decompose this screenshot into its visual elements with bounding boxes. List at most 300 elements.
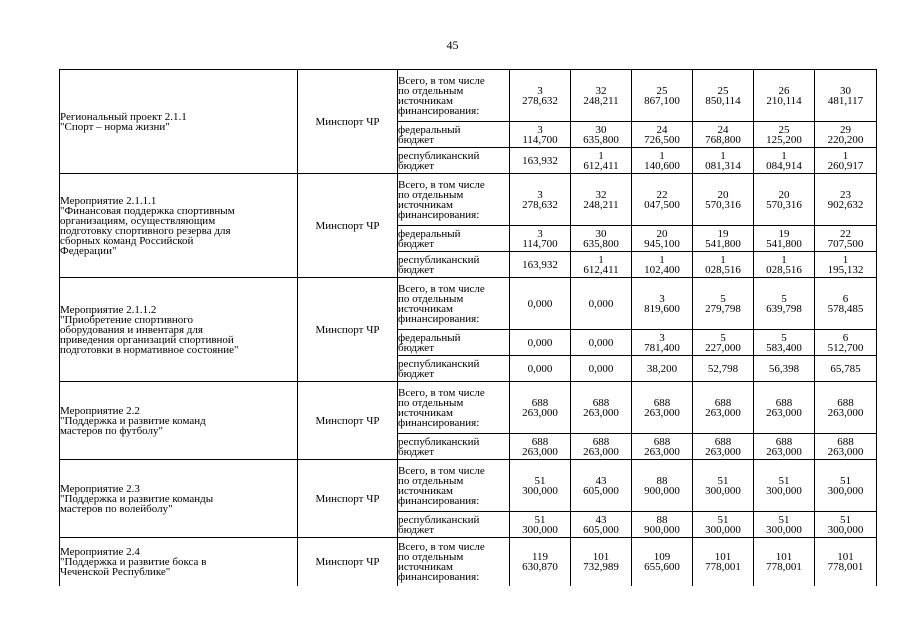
amount-cell-year-3 <box>632 434 693 460</box>
amount-cell-year-3 <box>632 252 693 278</box>
amount-part: 3 <box>537 123 543 136</box>
amount-cell-year-6 <box>815 538 877 586</box>
amount-part: 688 <box>837 396 854 409</box>
amount-cell-year-1 <box>510 512 571 538</box>
amount-part: 5 <box>720 292 726 305</box>
amount-cell-year-5 <box>754 226 815 252</box>
table-row <box>60 460 877 512</box>
amount-part: 0,000 <box>588 297 614 310</box>
page-number: 45 <box>446 38 459 52</box>
amount-cell-year-1 <box>510 434 571 460</box>
funding-source-line: по отдельным <box>398 474 464 487</box>
amount-cell-year-4 <box>693 174 754 226</box>
amount-part: 688 <box>592 435 610 448</box>
amount-part: 51 <box>534 474 546 487</box>
amount-cell-year-4 <box>693 278 754 330</box>
amount-part: 688 <box>531 435 549 448</box>
amount-part: 51 <box>840 474 851 487</box>
funding-source-line: финансирования: <box>398 494 480 507</box>
amount-cell-year-1 <box>510 278 571 330</box>
amount-part: 20 <box>778 188 790 201</box>
amount-part: 263,000 <box>583 445 619 458</box>
amount-cell-year-6 <box>815 70 877 122</box>
funding-source-line: бюджет <box>398 445 434 458</box>
amount-part: 688 <box>531 396 549 409</box>
amount-part: 263,000 <box>644 406 680 419</box>
project-name-line: Мероприятие 2.1.1.1 <box>60 194 157 207</box>
table-row <box>60 278 877 330</box>
amount-cell-year-3 <box>632 538 693 586</box>
funding-source-line: Всего, в том числе <box>398 540 485 553</box>
amount-cell-year-4 <box>693 122 754 148</box>
project-name-line: Региональный проект 2.1.1 <box>60 110 187 123</box>
amount-part: 778,001 <box>827 560 864 573</box>
amount-part: 29 <box>840 123 851 136</box>
amount-cell-year-3 <box>632 122 693 148</box>
amount-cell-year-3 <box>632 226 693 252</box>
table-body <box>60 70 877 586</box>
amount-part: 300,000 <box>522 484 558 497</box>
amount-part: 3 <box>659 292 665 305</box>
funding-source-line: финансирования: <box>398 570 480 583</box>
funding-source <box>398 174 510 226</box>
amount-cell-year-3 <box>632 278 693 330</box>
funding-source-line: республиканский <box>398 435 480 448</box>
project-name-line: Чеченской Республике" <box>60 565 171 578</box>
project-name <box>60 174 298 278</box>
amount-part: 300,000 <box>766 523 802 536</box>
amount-part: 227,000 <box>705 341 741 354</box>
amount-part: 51 <box>717 474 729 487</box>
amount-part: 1 <box>659 149 665 162</box>
amount-cell-year-5 <box>754 122 815 148</box>
amount-part: 30 <box>595 227 607 240</box>
amount-part: 3 <box>537 188 543 201</box>
amount-cell-year-1 <box>510 226 571 252</box>
amount-part: 0,000 <box>527 362 553 375</box>
amount-part: 902,632 <box>827 198 864 211</box>
amount-cell-year-4 <box>693 460 754 512</box>
amount-part: 630,870 <box>522 560 558 573</box>
amount-cell-year-2 <box>571 512 632 538</box>
amount-part: 900,000 <box>644 484 680 497</box>
funding-source-line: по отдельным <box>398 550 464 563</box>
amount-part: 688 <box>592 396 610 409</box>
amount-part: 140,600 <box>644 159 680 172</box>
funding-source-line: по отдельным <box>398 292 464 305</box>
funding-source-line: бюджет <box>398 159 434 172</box>
amount-part: 028,516 <box>705 263 741 276</box>
funding-source-line: бюджет <box>398 263 434 276</box>
amount-cell-year-2 <box>571 122 632 148</box>
amount-part: 5 <box>781 331 787 344</box>
amount-part: 047,500 <box>644 198 680 211</box>
amount-part: 688 <box>714 435 732 448</box>
amount-cell-year-4 <box>693 252 754 278</box>
amount-part: 51 <box>717 513 729 526</box>
amount-part: 778,001 <box>766 560 802 573</box>
amount-cell-year-5 <box>754 382 815 434</box>
amount-part: 688 <box>837 435 854 448</box>
amount-part: 20 <box>656 227 668 240</box>
amount-part: 32 <box>595 84 607 97</box>
funding-source-line: бюджет <box>398 133 434 146</box>
amount-part: 707,500 <box>827 237 864 250</box>
amount-cell-year-3 <box>632 148 693 174</box>
amount-part: 635,800 <box>583 133 619 146</box>
amount-part: 583,400 <box>766 341 802 354</box>
funding-source-line: бюджет <box>398 341 434 354</box>
amount-part: 210,114 <box>766 94 802 107</box>
amount-part: 081,314 <box>705 159 741 172</box>
amount-part: 220,200 <box>827 133 864 146</box>
amount-part: 3 <box>659 331 665 344</box>
amount-cell-year-6 <box>815 226 877 252</box>
funding-source <box>398 122 510 148</box>
amount-part: 688 <box>775 396 793 409</box>
amount-cell-year-2 <box>571 434 632 460</box>
amount-part: 578,485 <box>827 302 864 315</box>
amount-part: 248,211 <box>583 198 619 211</box>
funding-source <box>398 252 510 278</box>
amount-cell-year-1 <box>510 174 571 226</box>
amount-cell-year-1 <box>510 148 571 174</box>
amount-part: 51 <box>778 513 790 526</box>
amount-part: 1 <box>842 253 849 266</box>
amount-cell-year-6 <box>815 330 877 356</box>
amount-part: 248,211 <box>583 94 619 107</box>
amount-part: 300,000 <box>827 484 864 497</box>
funding-source <box>398 330 510 356</box>
amount-part: 688 <box>714 396 732 409</box>
amount-cell-year-1 <box>510 460 571 512</box>
project-name-line: сборных команд Российской <box>60 234 194 247</box>
amount-part: 481,117 <box>827 94 864 107</box>
funding-source <box>398 460 510 512</box>
funding-source <box>398 382 510 434</box>
amount-part: 51 <box>778 474 790 487</box>
amount-part: 26 <box>778 84 790 97</box>
amount-part: 25 <box>656 84 668 97</box>
amount-part: 88 <box>656 513 668 526</box>
amount-part: 263,000 <box>766 406 802 419</box>
funding-source-line: бюджет <box>398 237 434 250</box>
amount-cell-year-4 <box>693 382 754 434</box>
amount-cell-year-5 <box>754 278 815 330</box>
amount-part: 52,798 <box>707 362 739 375</box>
project-name-line: подготовку спортивного резерва для <box>60 224 231 237</box>
amount-cell-year-5 <box>754 330 815 356</box>
amount-part: 0,000 <box>588 362 614 375</box>
amount-part: 23 <box>840 188 851 201</box>
amount-cell-year-4 <box>693 512 754 538</box>
funding-source <box>398 538 510 586</box>
amount-part: 612,411 <box>583 159 619 172</box>
amount-cell-year-2 <box>571 70 632 122</box>
amount-cell-year-3 <box>632 356 693 382</box>
amount-cell-year-4 <box>693 538 754 586</box>
funding-source-line: финансирования: <box>398 104 480 117</box>
amount-part: 1 <box>781 149 787 162</box>
amount-part: 278,632 <box>522 198 558 211</box>
amount-cell-year-4 <box>693 148 754 174</box>
amount-part: 263,000 <box>644 445 680 458</box>
amount-cell-year-6 <box>815 460 877 512</box>
amount-part: 0,000 <box>527 297 553 310</box>
amount-part: 3 <box>537 84 543 97</box>
amount-part: 688 <box>653 435 671 448</box>
amount-part: 1 <box>659 253 665 266</box>
funding-source-line: федеральный <box>398 123 461 136</box>
executor: Минспорт ЧР <box>298 538 398 586</box>
amount-cell-year-2 <box>571 278 632 330</box>
amount-part: 778,001 <box>705 560 741 573</box>
amount-part: 300,000 <box>766 484 802 497</box>
amount-part: 22 <box>656 188 668 201</box>
amount-part: 24 <box>717 123 729 136</box>
amount-cell-year-5 <box>754 356 815 382</box>
amount-cell-year-5 <box>754 174 815 226</box>
funding-source-line: источникам <box>398 560 453 573</box>
amount-cell-year-2 <box>571 460 632 512</box>
amount-part: 300,000 <box>705 523 741 536</box>
funding-table <box>59 69 877 586</box>
amount-part: 125,200 <box>766 133 802 146</box>
amount-part: 6 <box>842 331 849 344</box>
amount-part: 263,000 <box>766 445 802 458</box>
executor: Минспорт ЧР <box>298 278 398 382</box>
amount-part: 541,800 <box>705 237 741 250</box>
funding-source-line: по отдельным <box>398 84 464 97</box>
amount-cell-year-2 <box>571 174 632 226</box>
amount-part: 635,800 <box>583 237 619 250</box>
funding-source-line: финансирования: <box>398 208 480 221</box>
funding-source <box>398 70 510 122</box>
funding-source-line: федеральный <box>398 331 461 344</box>
funding-source-line: республиканский <box>398 513 480 526</box>
amount-part: 25 <box>778 123 790 136</box>
amount-cell-year-6 <box>815 174 877 226</box>
funding-source-line: федеральный <box>398 227 461 240</box>
amount-part: 0,000 <box>588 336 614 349</box>
funding-source-line: Всего, в том числе <box>398 178 485 191</box>
amount-part: 6 <box>842 292 849 305</box>
executor: Минспорт ЧР <box>298 174 398 278</box>
amount-cell-year-5 <box>754 252 815 278</box>
amount-cell-year-6 <box>815 512 877 538</box>
amount-cell-year-5 <box>754 70 815 122</box>
funding-source-line: источникам <box>398 406 453 419</box>
amount-part: 19 <box>778 227 790 240</box>
amount-part: 781,400 <box>644 341 680 354</box>
funding-source-line: финансирования: <box>398 416 480 429</box>
funding-source-line: финансирования: <box>398 312 480 325</box>
executor: Минспорт ЧР <box>298 460 398 538</box>
amount-part: 512,700 <box>827 341 864 354</box>
funding-source <box>398 148 510 174</box>
amount-cell-year-5 <box>754 512 815 538</box>
project-name-line: Федерации" <box>60 244 117 257</box>
amount-part: 119 <box>531 550 549 563</box>
amount-cell-year-5 <box>754 538 815 586</box>
project-name-line: "Спорт – норма жизни" <box>60 120 170 133</box>
amount-part: 732,989 <box>583 560 619 573</box>
amount-part: 101 <box>775 550 793 563</box>
funding-source-line: источникам <box>398 302 453 315</box>
funding-source <box>398 226 510 252</box>
amount-cell-year-5 <box>754 434 815 460</box>
amount-part: 1 <box>720 149 726 162</box>
project-name-line: мастеров по волейболу" <box>60 502 173 515</box>
amount-part: 605,000 <box>583 523 619 536</box>
amount-part: 1 <box>598 149 604 162</box>
project-name-line: Мероприятие 2.1.1.2 <box>60 303 157 316</box>
funding-source-line: республиканский <box>398 149 480 162</box>
amount-cell-year-6 <box>815 278 877 330</box>
table-row <box>60 70 877 122</box>
table-row <box>60 174 877 226</box>
amount-cell-year-4 <box>693 356 754 382</box>
amount-cell-year-6 <box>815 252 877 278</box>
amount-cell-year-2 <box>571 148 632 174</box>
amount-cell-year-2 <box>571 252 632 278</box>
amount-part: 726,500 <box>644 133 680 146</box>
funding-source-line: бюджет <box>398 523 434 536</box>
amount-cell-year-3 <box>632 460 693 512</box>
amount-part: 1 <box>720 253 726 266</box>
funding-source-line: бюджет <box>398 367 434 380</box>
amount-cell-year-1 <box>510 382 571 434</box>
amount-cell-year-4 <box>693 70 754 122</box>
amount-cell-year-1 <box>510 70 571 122</box>
amount-part: 900,000 <box>644 523 680 536</box>
project-name <box>60 382 298 460</box>
project-name <box>60 278 298 382</box>
table-row <box>60 538 877 586</box>
amount-part: 570,316 <box>766 198 802 211</box>
amount-cell-year-4 <box>693 226 754 252</box>
amount-part: 101 <box>837 550 854 563</box>
amount-cell-year-1 <box>510 330 571 356</box>
amount-part: 263,000 <box>827 445 864 458</box>
amount-part: 19 <box>717 227 729 240</box>
executor: Минспорт ЧР <box>298 382 398 460</box>
amount-part: 65,785 <box>830 362 861 375</box>
amount-part: 1 <box>598 253 604 266</box>
amount-part: 612,411 <box>583 263 619 276</box>
amount-part: 20 <box>717 188 729 201</box>
amount-part: 3 <box>537 227 543 240</box>
amount-cell-year-6 <box>815 148 877 174</box>
amount-part: 1 <box>781 253 787 266</box>
amount-part: 028,516 <box>766 263 802 276</box>
funding-source-line: источникам <box>398 198 453 211</box>
project-name-line: Мероприятие 2.2 <box>60 404 140 417</box>
amount-part: 114,700 <box>522 237 558 250</box>
amount-part: 768,800 <box>705 133 741 146</box>
amount-cell-year-1 <box>510 538 571 586</box>
amount-part: 263,000 <box>522 445 558 458</box>
amount-cell-year-3 <box>632 512 693 538</box>
amount-part: 51 <box>840 513 851 526</box>
amount-part: 300,000 <box>827 523 864 536</box>
amount-part: 819,600 <box>644 302 680 315</box>
amount-part: 32 <box>595 188 607 201</box>
amount-part: 22 <box>840 227 851 240</box>
funding-source-line: Всего, в том числе <box>398 464 485 477</box>
amount-part: 101 <box>592 550 610 563</box>
amount-cell-year-1 <box>510 252 571 278</box>
amount-part: 88 <box>656 474 668 487</box>
project-name-line: приведения организаций спортивной <box>60 333 234 346</box>
project-name-line: мастеров по футболу" <box>60 424 164 437</box>
amount-part: 605,000 <box>583 484 619 497</box>
project-name-line: Мероприятие 2.4 <box>60 545 140 558</box>
project-name <box>60 538 298 586</box>
amount-cell-year-2 <box>571 382 632 434</box>
funding-source-line: источникам <box>398 94 453 107</box>
funding-source <box>398 278 510 330</box>
funding-source-line: Всего, в том числе <box>398 386 485 399</box>
project-name-line: "Поддержка и развитие команд <box>60 414 206 427</box>
funding-source-line: по отдельным <box>398 188 464 201</box>
amount-part: 850,114 <box>705 94 741 107</box>
amount-part: 195,132 <box>827 263 864 276</box>
amount-cell-year-3 <box>632 330 693 356</box>
amount-part: 43 <box>595 513 607 526</box>
amount-part: 655,600 <box>644 560 680 573</box>
amount-part: 688 <box>775 435 793 448</box>
amount-cell-year-4 <box>693 434 754 460</box>
amount-part: 263,000 <box>583 406 619 419</box>
amount-part: 56,398 <box>768 362 800 375</box>
amount-cell-year-1 <box>510 356 571 382</box>
amount-part: 300,000 <box>705 484 741 497</box>
amount-cell-year-3 <box>632 70 693 122</box>
amount-part: 25 <box>717 84 729 97</box>
project-name-line: подготовки в нормативное состояние" <box>60 343 239 356</box>
amount-part: 570,316 <box>705 198 741 211</box>
funding-source-line: источникам <box>398 484 453 497</box>
amount-part: 263,000 <box>705 406 741 419</box>
project-name-line: "Поддержка и развитие бокса в <box>60 555 207 568</box>
amount-part: 1 <box>842 149 849 162</box>
amount-part: 263,000 <box>827 406 864 419</box>
project-name-line: "Приобретение спортивного <box>60 313 194 326</box>
project-name-line: "Финансовая поддержка спортивным <box>60 204 235 217</box>
funding-source <box>398 356 510 382</box>
amount-part: 102,400 <box>644 263 680 276</box>
amount-part: 30 <box>840 84 851 97</box>
amount-cell-year-6 <box>815 434 877 460</box>
amount-part: 51 <box>534 513 546 526</box>
funding-source-line: Всего, в том числе <box>398 74 485 87</box>
amount-cell-year-3 <box>632 174 693 226</box>
project-name-line: "Поддержка и развитие команды <box>60 492 214 505</box>
amount-part: 541,800 <box>766 237 802 250</box>
amount-part: 263,000 <box>705 445 741 458</box>
funding-source-line: по отдельным <box>398 396 464 409</box>
amount-part: 5 <box>781 292 787 305</box>
amount-part: 109 <box>653 550 671 563</box>
amount-part: 0,000 <box>527 336 553 349</box>
amount-part: 5 <box>720 331 726 344</box>
amount-part: 639,798 <box>766 302 802 315</box>
amount-part: 163,932 <box>522 154 558 167</box>
project-name-line: организациям, осуществляющим <box>60 214 216 227</box>
amount-cell-year-4 <box>693 330 754 356</box>
amount-cell-year-3 <box>632 382 693 434</box>
